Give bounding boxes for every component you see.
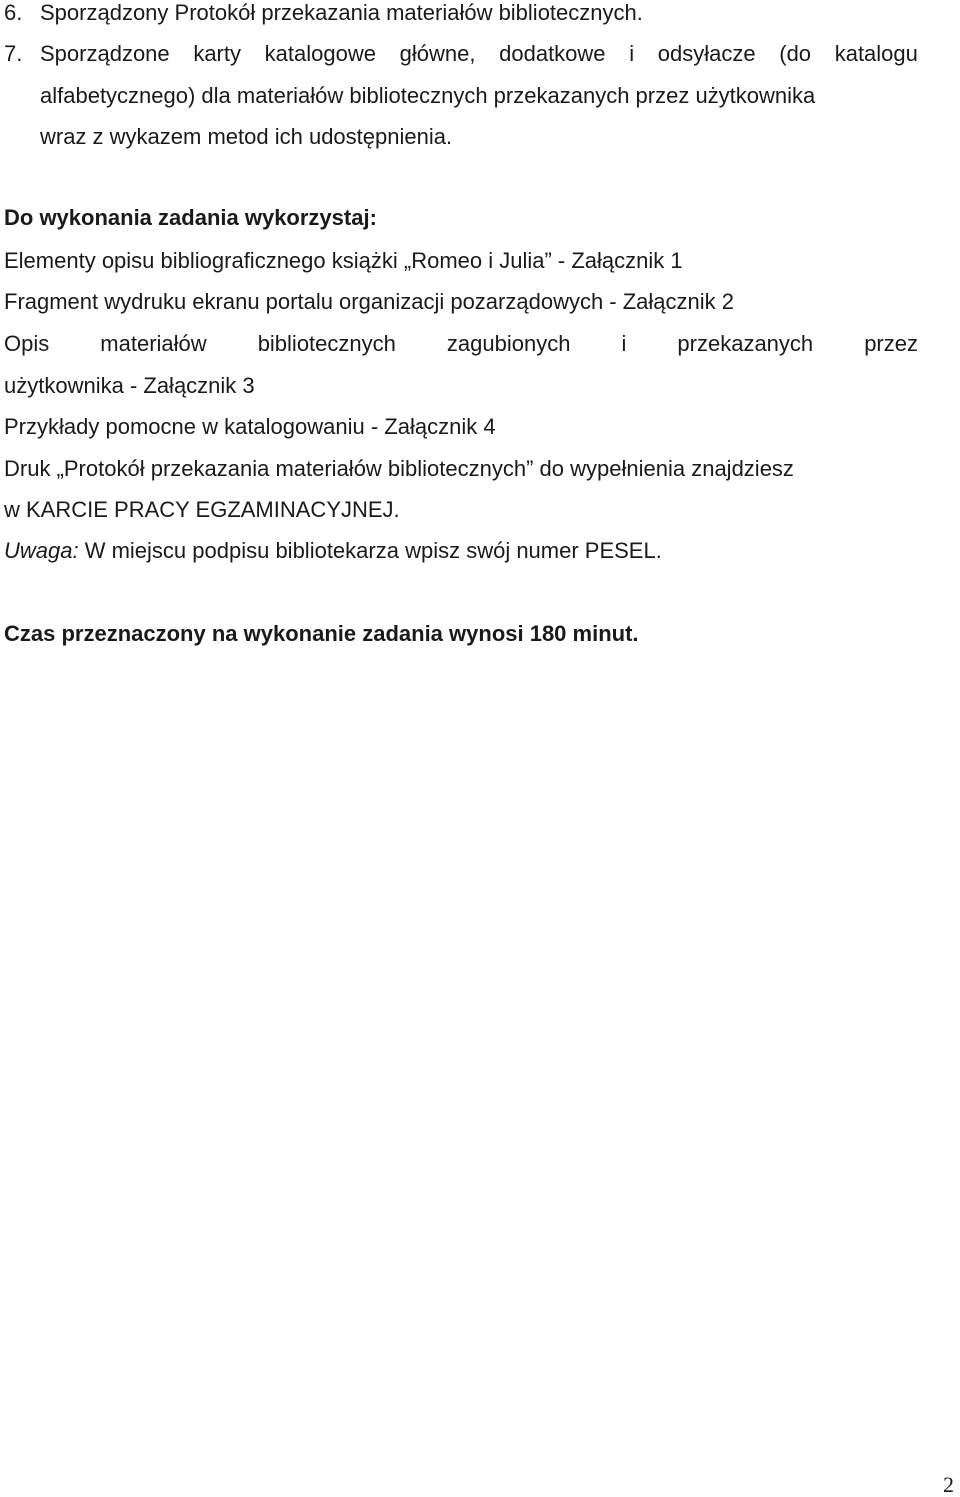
word: przekazanych [677, 331, 814, 356]
word: katalogu [834, 41, 918, 66]
attachment-2: Fragment wydruku ekranu portalu organizacji pozarządowych - Załącznik 2 [4, 289, 735, 314]
time-limit: Czas przeznaczony na wykonanie zadania wynosi 180 minut. [4, 621, 639, 646]
attachment-3-line-2: użytkownika - Załącznik 3 [4, 373, 255, 398]
note-label: Uwaga: [4, 538, 79, 563]
list-item-6-text: Sporządzony Protokół przekazania materiałów bibliotecznych. [40, 0, 643, 25]
word: karty [193, 41, 241, 66]
word: dodatkowe [499, 41, 606, 66]
attachment-4: Przykłady pomocne w katalogowaniu - Załącznik 4 [4, 414, 496, 439]
word: materiałów [100, 331, 207, 356]
word: Opis [4, 331, 50, 356]
list-item-7-line-2: alfabetycznego) dla materiałów bibliotecznych przekazanych przez użytkownika [40, 83, 816, 108]
word: odsyłacze [657, 41, 756, 66]
note-text: W miejscu podpisu bibliotekarza wpisz swój numer PESEL. [78, 538, 662, 563]
note [4, 538, 662, 564]
word: katalogowe [264, 41, 376, 66]
attachment-1: Elementy opisu bibliograficznego książki „Romeo i Julia” - Załącznik 1 [4, 248, 683, 273]
word: bibliotecznych [257, 331, 396, 356]
resources-heading: Do wykonania zadania wykorzystaj: [4, 205, 377, 230]
list-item-7-line-3: wraz z wykazem metod ich udostępnienia. [40, 124, 453, 149]
word: przez [864, 331, 918, 356]
attachment-3-line-1 [4, 331, 918, 357]
page-number: 2 [943, 1472, 954, 1497]
form-info-line-2: w KARCIE PRACY EGZAMINACYJNEJ. [4, 497, 400, 522]
word: zagubionych [446, 331, 571, 356]
word: i [621, 331, 627, 356]
word: (do [779, 41, 812, 66]
list-item-7-line-1 [40, 41, 918, 67]
word: główne, [399, 41, 476, 66]
form-info-line-1: Druk „Protokół przekazania materiałów bibliotecznych” do wypełnienia znajdziesz [4, 456, 794, 481]
list-number-6: 6. [4, 0, 23, 25]
list-number-7: 7. [4, 41, 23, 66]
word: Sporządzone [40, 41, 170, 66]
word: i [629, 41, 635, 66]
